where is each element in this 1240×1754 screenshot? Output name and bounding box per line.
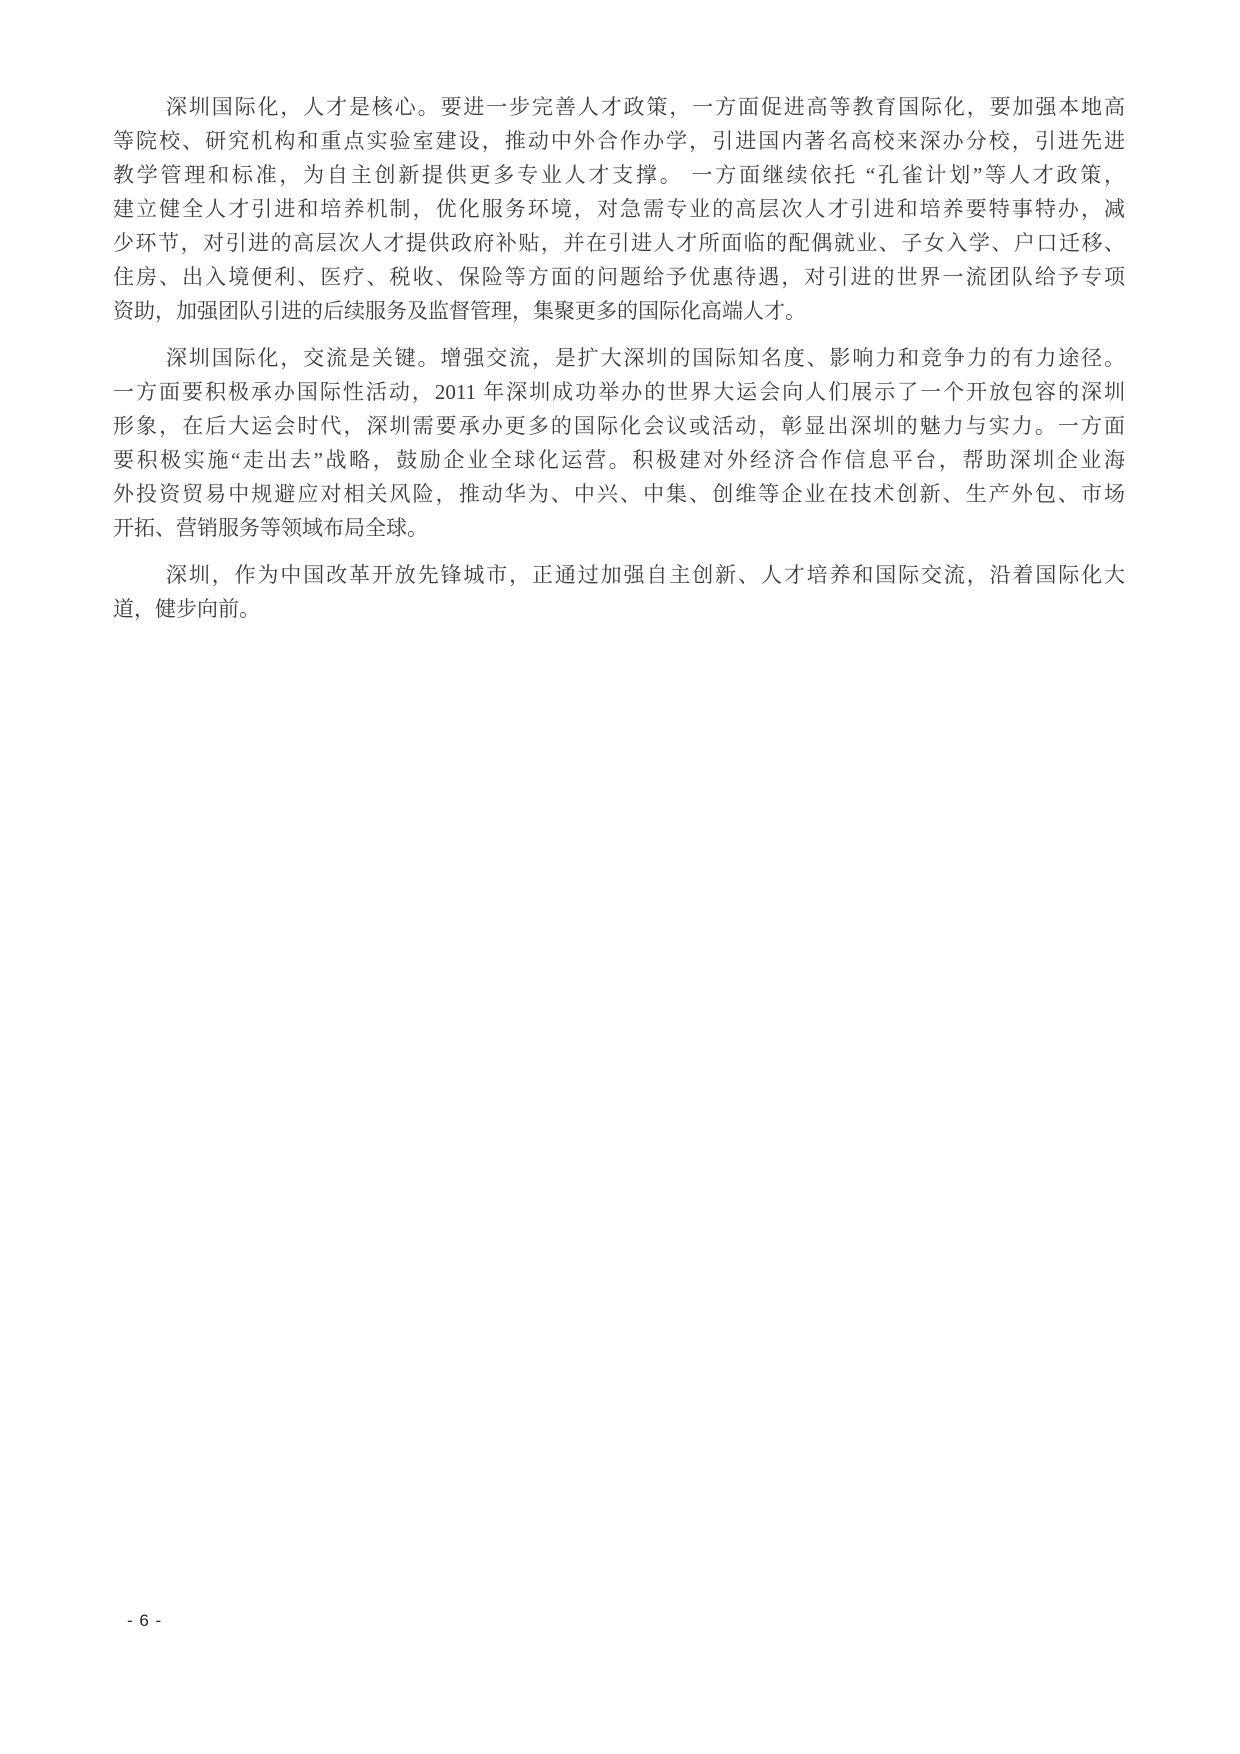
page-number-label: - 6 - xyxy=(127,1611,163,1630)
text-line: 深圳国际化，交流是关键。增强交流，是扩大深圳的国际知名度、影响力和竞争力的有力途径。 xyxy=(166,346,1125,370)
paragraph xyxy=(113,90,1125,328)
text-line: 等院校、研究机构和重点实验室建设，推动中外合作办学，引进国内著名高校来深办分校，引进先进 xyxy=(113,129,1125,153)
text-line: 开拓、营销服务等领域布局全球。 xyxy=(113,516,428,540)
text-line: 道，健步向前。 xyxy=(113,597,260,621)
text-line: 一方面要积极承办国际性活动，2011 年深圳成功举办的世界大运会向人们展示了一个开放包容的深圳 xyxy=(113,380,1125,404)
text-line: 形象，在后大运会时代，深圳需要承办更多的国际化会议或活动，彰显出深圳的魅力与实力。一方面 xyxy=(113,414,1125,438)
text-line: 住房、出入境便利、医疗、税收、保险等方面的问题给予优惠待遇，对引进的世界一流团队给予专项 xyxy=(113,265,1125,289)
paragraph xyxy=(113,341,1125,545)
paragraph xyxy=(113,558,1125,626)
text-line: 建立健全人才引进和培养机制，优化服务环境，对急需专业的高层次人才引进和培养要特事特办，减 xyxy=(113,197,1125,221)
text-line: 深圳国际化，人才是核心。要进一步完善人才政策，一方面促进高等教育国际化，要加强本地高 xyxy=(166,95,1125,119)
text-line: 教学管理和标准，为自主创新提供更多专业人才支撑。 一方面继续依托 “孔雀计划”等人才政策， xyxy=(113,163,1125,187)
page-number xyxy=(127,1609,162,1633)
text-line: 要积极实施“走出去”战略，鼓励企业全球化运营。积极建对外经济合作信息平台，帮助深圳企业海 xyxy=(113,448,1125,472)
text-line: 资助，加强团队引进的后续服务及监督管理，集聚更多的国际化高端人才。 xyxy=(113,299,806,323)
text-line: 外投资贸易中规避应对相关风险，推动华为、中兴、中集、创维等企业在技术创新、生产外包、市场 xyxy=(113,482,1125,506)
document-body xyxy=(113,90,1125,639)
text-line: 少环节，对引进的高层次人才提供政府补贴，并在引进人才所面临的配偶就业、子女入学、户口迁移、 xyxy=(113,231,1125,255)
text-line: 深圳，作为中国改革开放先锋城市，正通过加强自主创新、人才培养和国际交流，沿着国际化大 xyxy=(166,563,1125,587)
